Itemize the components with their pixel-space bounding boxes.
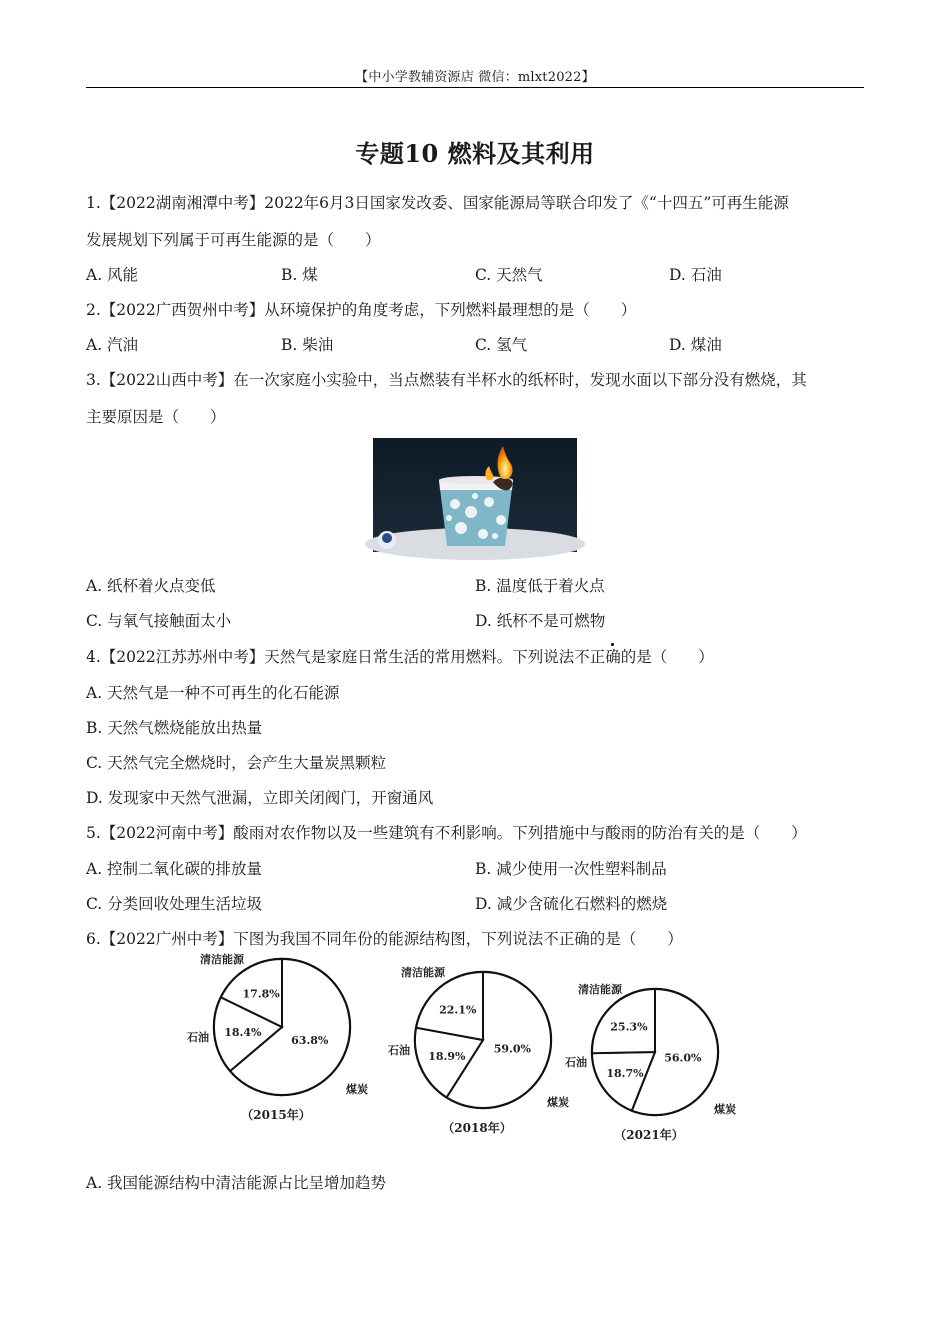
question-3-option-d: D. 纸杯不是可燃物 [475, 612, 606, 630]
question-4-option-d: D. 发现家中天然气泄漏，立即关闭阀门，开窗通风 [86, 789, 434, 807]
pie-category-label-2-2: 煤炭 [714, 1103, 736, 1116]
pie-category-label-0-0: 清洁能源 [200, 953, 244, 966]
pie-category-label-0-2: 煤炭 [346, 1083, 368, 1096]
pie-category-label-2-1: 石油 [565, 1056, 587, 1069]
question-3-option-b: B. 温度低于着火点 [475, 577, 605, 595]
header-divider [86, 87, 864, 88]
pie-category-label-1-0: 清洁能源 [401, 966, 445, 979]
question-2-option-b: B. 柴油 [281, 336, 334, 354]
pie-value-label-1-0: 22.1% [439, 1003, 477, 1017]
question-3-option-c: C. 与氧气接触面太小 [86, 612, 232, 630]
question-2-stem: 2.【2022广西贺州中考】从环境保护的角度考虑，下列燃料最理想的是（ ） [86, 301, 637, 319]
pie-category-label-2-0: 清洁能源 [578, 983, 622, 996]
question-2-option-c: C. 氢气 [475, 336, 528, 354]
question-5-option-d: D. 减少含硫化石燃料的燃烧 [475, 895, 668, 913]
pie-value-label-1-2: 59.0% [493, 1042, 532, 1056]
pie-chart-1 [388, 965, 569, 1135]
question-3-stem-cont: 主要原因是（ ） [86, 408, 226, 426]
pie-value-label-0-1: 18.4% [224, 1025, 262, 1039]
question-1-option-b: B. 煤 [281, 266, 318, 284]
question-3-stem: 3.【2022山西中考】在一次家庭小实验中，当点燃装有半杯水的纸杯时，发现水面以下部分没有燃烧，其 [86, 371, 807, 389]
question-2-option-a: A. 汽油 [86, 336, 139, 354]
burning-paper-cup-photo [373, 438, 577, 552]
question-4-option-b: B. 天然气燃烧能放出热量 [86, 719, 263, 737]
question-3-option-a: A. 纸杯着火点变低 [86, 577, 216, 595]
question-5-option-a: A. 控制二氧化碳的排放量 [86, 860, 263, 878]
pie-caption-1: （2018年） [442, 1121, 512, 1135]
question-1-option-c: C. 天然气 [475, 266, 543, 284]
question-4-option-a: A. 天然气是一种不可再生的化石能源 [86, 684, 340, 702]
pie-category-label-1-2: 煤炭 [547, 1096, 569, 1109]
pie-category-label-0-1: 石油 [187, 1031, 209, 1044]
question-5-stem: 5.【2022河南中考】酸雨对农作物以及一些建筑有不利影响。下列措施中与酸雨的防治有关的是（ ） [86, 824, 807, 842]
pie-value-label-2-0: 25.3% [610, 1020, 648, 1034]
pie-value-label-2-2: 56.0% [664, 1051, 702, 1065]
pie-category-label-1-1: 石油 [388, 1044, 410, 1057]
question-4-stem: 4.【2022江苏苏州中考】天然气是家庭日常生活的常用燃料。下列说法不正确的是（ ） [86, 648, 714, 666]
question-5-option-b: B. 减少使用一次性塑料制品 [475, 860, 667, 878]
question-1-stem-cont: 发展规划下列属于可再生能源的是（ ） [86, 231, 381, 249]
pie-chart-2 [565, 982, 736, 1142]
pie-value-label-0-2: 63.8% [291, 1033, 329, 1047]
question-1-option-a: A. 风能 [86, 266, 139, 284]
question-6-stem: 6.【2022广州中考】下图为我国不同年份的能源结构图，下列说法不正确的是（ ） [86, 930, 683, 948]
pie-caption-0: （2015年） [241, 1108, 311, 1122]
pie-value-label-2-1: 18.7% [606, 1066, 644, 1080]
page-title: 专题10 燃料及其利用 [355, 139, 595, 168]
page-header: 【中小学教辅资源店 微信：mlxt2022】 [355, 70, 595, 85]
question-5-option-c: C. 分类回收处理生活垃圾 [86, 895, 263, 913]
question-1-stem: 1.【2022湖南湘潭中考】2022年6月3日国家发改委、国家能源局等联合印发了《“十四五”可再生能源 [86, 194, 789, 212]
question-2-option-d: D. 煤油 [669, 336, 722, 354]
pie-chart-0 [187, 952, 368, 1122]
question-1-option-d: D. 石油 [669, 266, 722, 284]
pie-value-label-1-1: 18.9% [428, 1049, 466, 1063]
pie-value-label-0-0: 17.8% [242, 987, 280, 1001]
energy-structure-pie-charts [187, 953, 745, 1150]
question-4-option-c: C. 天然气完全燃烧时，会产生大量炭黑颗粒 [86, 754, 387, 772]
question-6-option-a: A. 我国能源结构中清洁能源占比呈增加趋势 [86, 1174, 387, 1192]
pie-caption-2: （2021年） [614, 1128, 684, 1142]
